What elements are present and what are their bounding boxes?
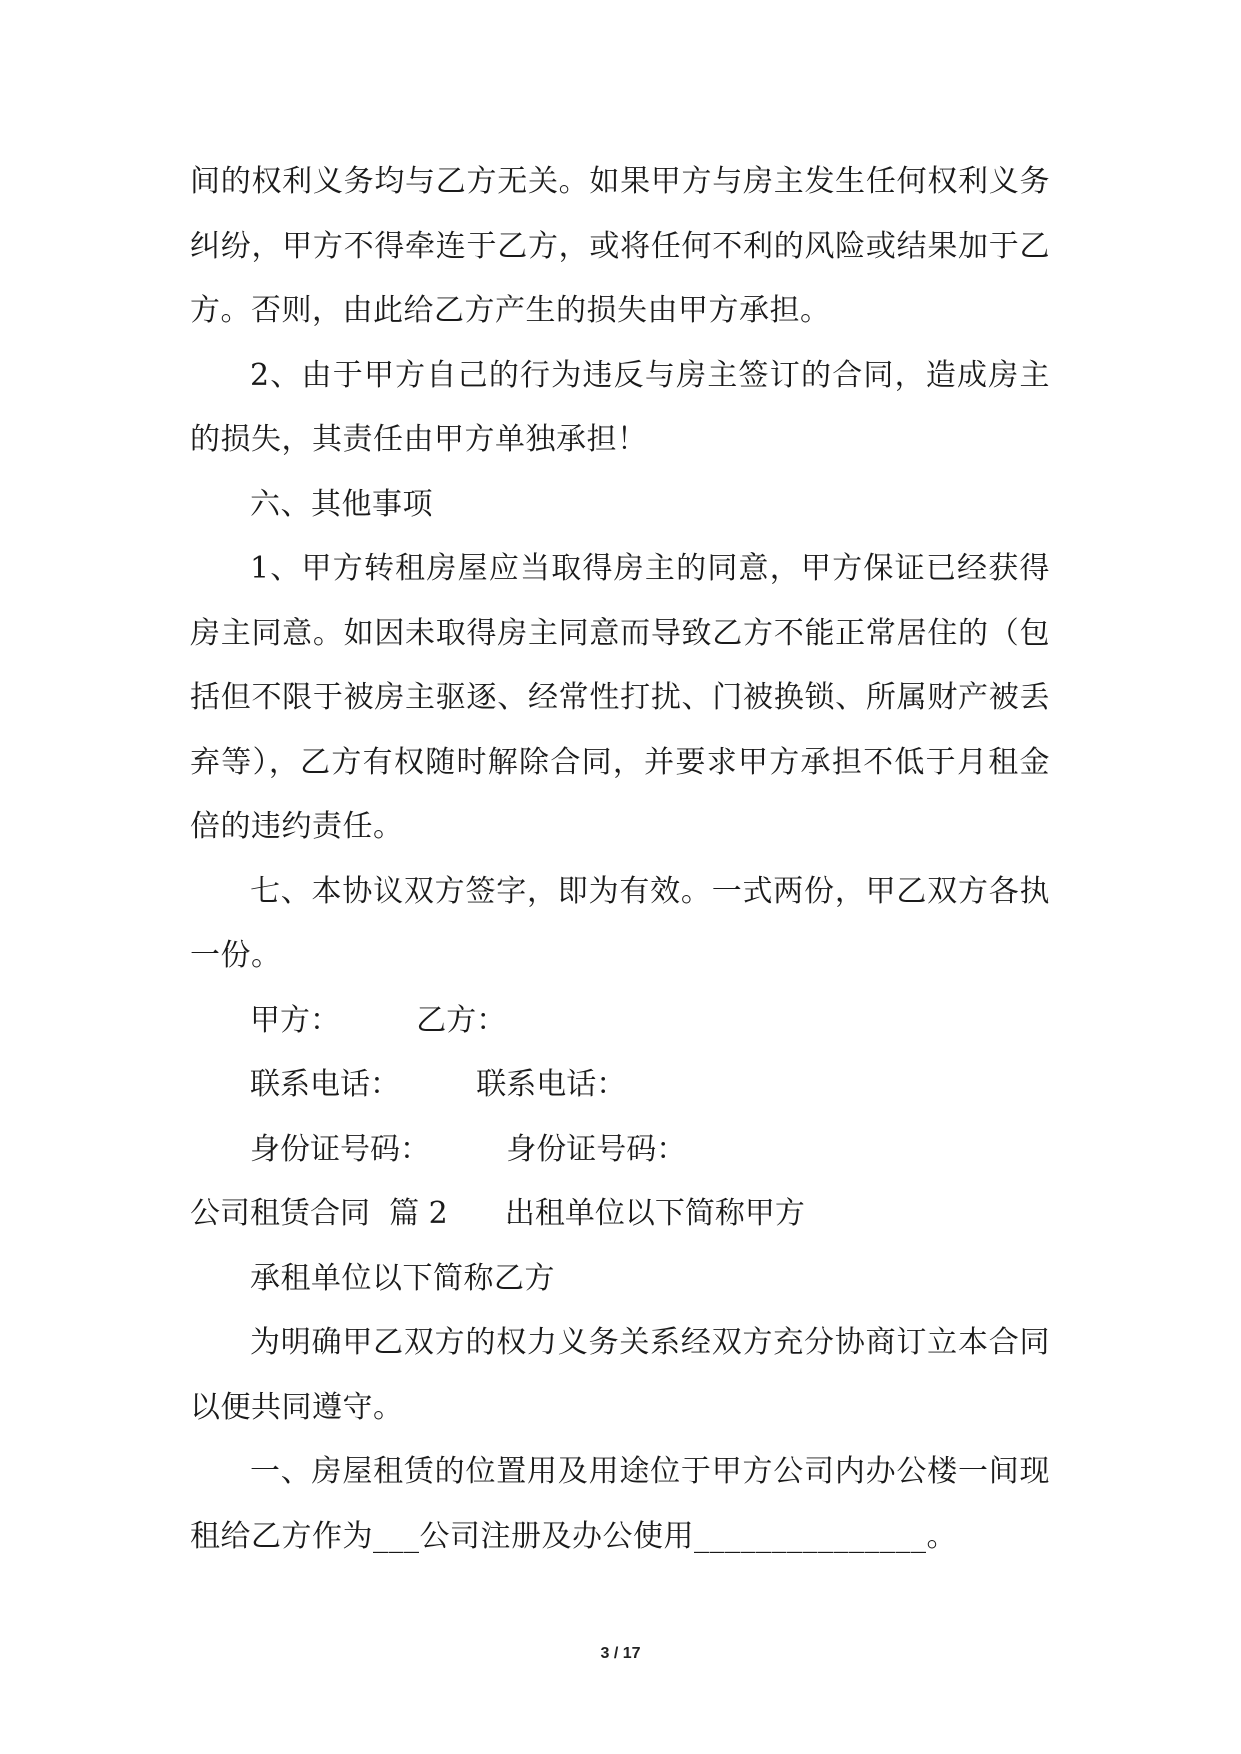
signature-line-id — [190, 1118, 1050, 1183]
paragraph-clause-1-sublease: 1、甲方转租房屋应当取得房主的同意，甲方保证已经获得房主同意。如因未取得房主同意而导致乙方不能正常居住的（包括但不限于被房主驱逐、经常性打扰、门被换锁、所属财产被丢弃等），乙方有权随时解除合同，并要求甲方承担不低于月租金倍的违约责任。 — [190, 551, 1050, 844]
paragraph-agreement-effective: 七、本协议双方签字，即为有效。一式两份，甲乙双方各执一份。 — [190, 873, 1050, 973]
party-a-id-label: 身份证号码： — [250, 1131, 430, 1167]
gap — [340, 1003, 416, 1038]
page-number: 3 / 17 — [600, 1645, 641, 1662]
party-b-label: 乙方： — [416, 1002, 507, 1038]
gap — [430, 1132, 506, 1167]
lessee-definition: 承租单位以下简称乙方 — [250, 1260, 555, 1296]
signature-line-phone — [190, 1053, 1050, 1118]
paragraph-clause-location: 一、房屋租赁的位置用及用途位于甲方公司内办公楼一间现租给乙方作为___公司注册及办公使用_______________。 — [190, 1454, 1050, 1554]
party-b-id-label: 身份证号码： — [506, 1131, 687, 1167]
section-heading-other-matters: 六、其他事项 — [250, 486, 433, 522]
paragraph-intro: 为明确甲乙双方的权力义务关系经双方充分协商订立本合同以便共同遵守。 — [190, 1325, 1050, 1425]
lessor-definition: 出租单位以下简称甲方 — [504, 1196, 805, 1231]
document-body — [190, 150, 1050, 1569]
paragraph-continuation: 间的权利义务均与乙方无关。如果甲方与房主发生任何权利义务纠纷，甲方不得牵连于乙方，或将任何不利的风险或结果加于乙方。否则，由此给乙方产生的损失由甲方承担。 — [190, 164, 1050, 328]
section-2-heading-line — [190, 1182, 1050, 1247]
paragraph-clause-2: 2、由于甲方自己的行为违反与房主签订的合同，造成房主的损失，其责任由甲方单独承担！ — [190, 357, 1050, 457]
signature-line-party — [190, 989, 1050, 1054]
party-b-phone-label: 联系电话： — [476, 1067, 627, 1102]
section-2-title: 公司租赁合同 篇 2 — [190, 1196, 448, 1231]
party-a-phone-label: 联系电话： — [250, 1067, 400, 1102]
gap — [400, 1067, 476, 1102]
party-a-label: 甲方： — [250, 1002, 340, 1038]
